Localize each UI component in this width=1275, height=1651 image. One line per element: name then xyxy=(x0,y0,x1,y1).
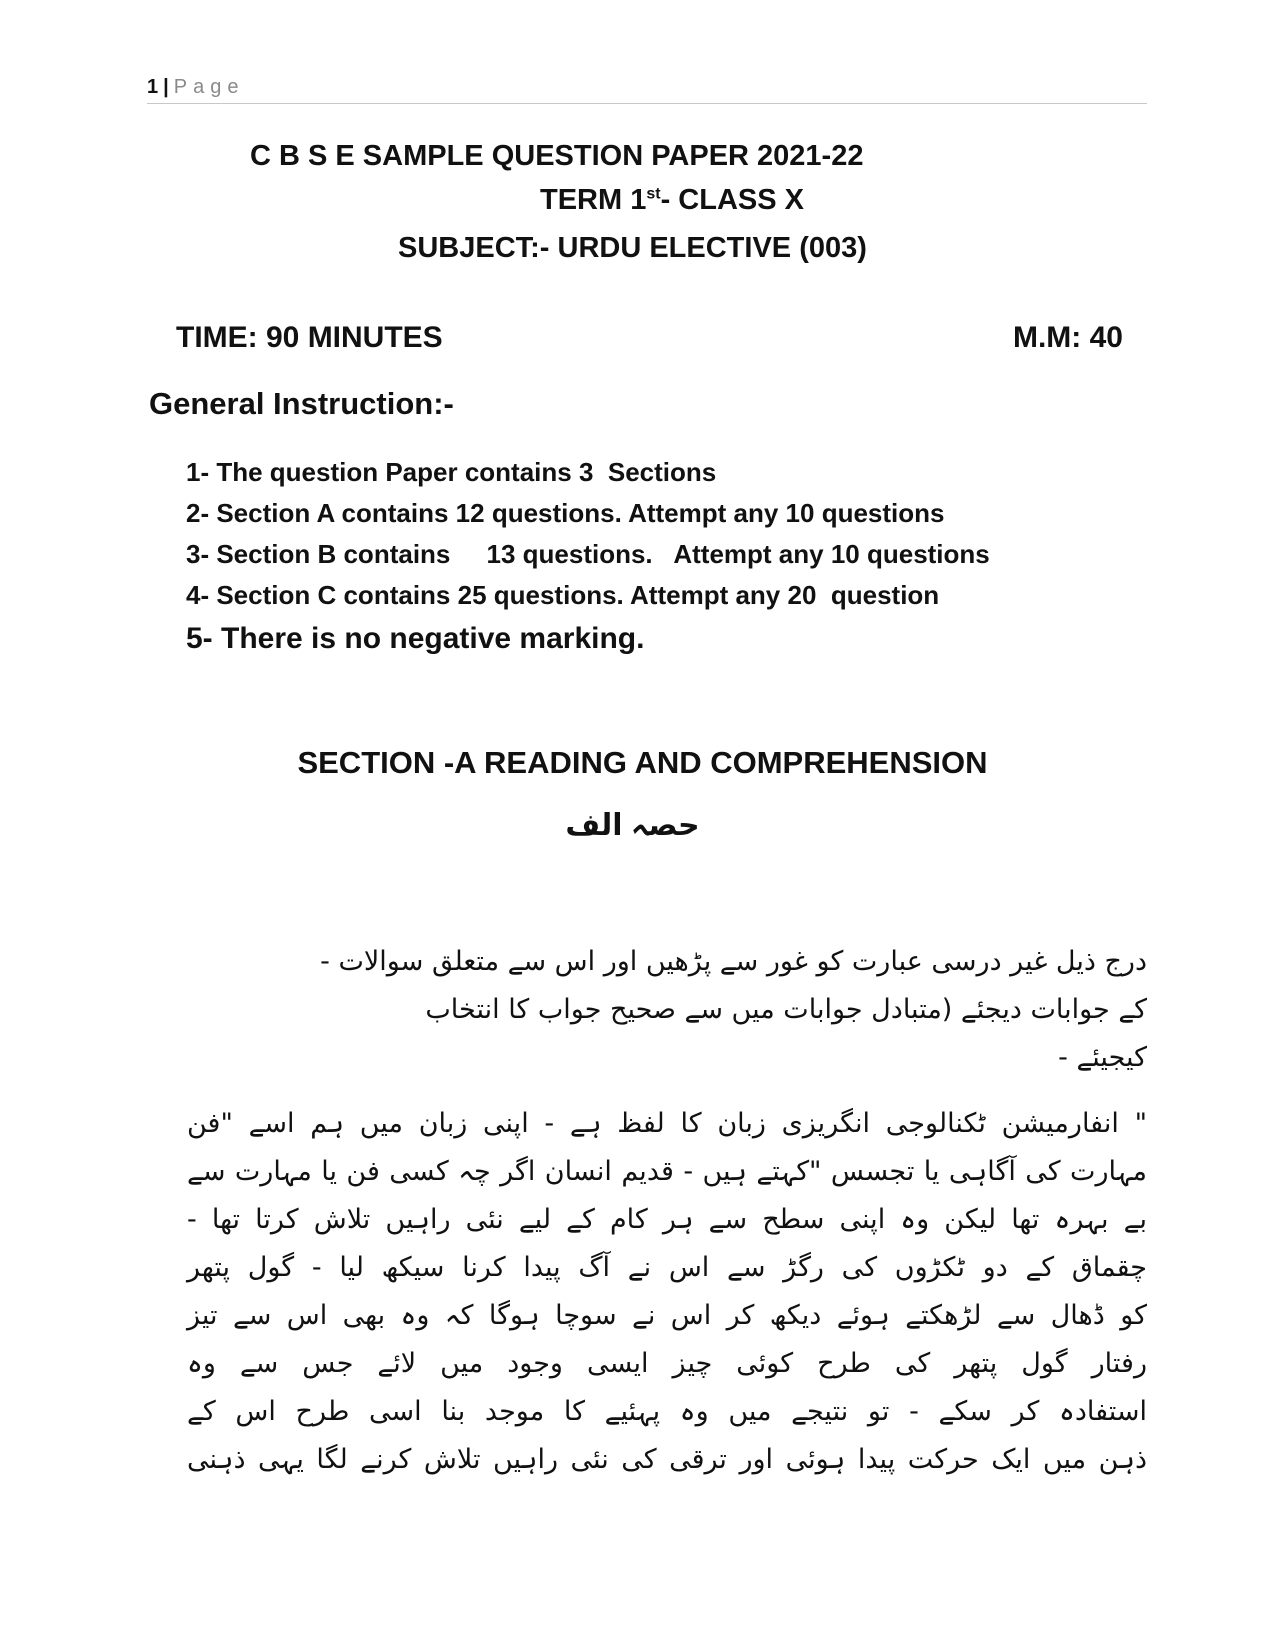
subject-title: SUBJECT:- URDU ELECTIVE (003) xyxy=(398,232,867,264)
passage-line: " انفارمیشن ٹکنالوجی انگریزی زبان کا لفظ ہے - اپنی زبان میں ہم اسے "فن xyxy=(187,1108,1147,1139)
passage-line: کو ڈھال سے لڑھکتے ہوئے دیکھ کر اس نے سوچا ہوگا کہ وہ بھی اس سے تیز xyxy=(187,1300,1147,1331)
page-header xyxy=(147,76,244,99)
term-label: TERM 1 xyxy=(540,184,647,216)
instruction-item: 5- There is no negative marking. xyxy=(186,622,645,655)
term-superscript: st xyxy=(646,185,661,203)
header-divider xyxy=(147,103,1147,104)
instruction-item: 4- Section C contains 25 questions. Attempt any 20 question xyxy=(186,580,940,610)
time-allowed: TIME: 90 MINUTES xyxy=(176,321,443,354)
passage-line: مہارت کی آگاہی یا تجسس "کہتے ہیں - قدیم انسان اگر چہ کسی فن یا مہارت سے xyxy=(187,1156,1147,1187)
passage-line: استفادہ کر سکے - تو نتیجے میں وہ پہئیے کا موجد بنا اسی طرح اس کے xyxy=(187,1396,1147,1427)
urdu-instruction-line: درج ذیل غیر درسی عبارت کو غور سے پڑھیں اور اس سے متعلق سوالات - xyxy=(320,946,1147,977)
instruction-item: 3- Section B contains 13 questions. Attempt any 10 questions xyxy=(186,539,990,569)
section-title: SECTION -A READING AND COMPREHENSION xyxy=(297,745,988,780)
instruction-item: 2- Section A contains 12 questions. Attempt any 10 questions xyxy=(186,498,945,528)
passage-line: ذہن میں ایک حرکت پیدا ہوئی اور ترقی کی نئی راہیں تلاش کرنے لگا یہی ذہنی xyxy=(187,1444,1147,1475)
page-separator: | xyxy=(163,76,170,98)
urdu-instruction-line: کے جوابات دیجئے (متبادل جوابات میں سے صحیح جواب کا انتخاب xyxy=(425,994,1147,1025)
page-label: Page xyxy=(173,76,245,98)
general-instruction-heading: General Instruction:- xyxy=(149,386,454,421)
paper-title: C B S E SAMPLE QUESTION PAPER 2021-22 xyxy=(250,140,864,172)
instruction-item: 1- The question Paper contains 3 Sections xyxy=(186,457,717,487)
term-class-title xyxy=(540,184,804,217)
urdu-instruction-line: کیجیئے - xyxy=(1058,1042,1147,1073)
passage-line: بے بہرہ تھا لیکن وہ اپنی سطح سے ہر کام کے لیے نئی راہیں تلاش کرتا تھا - xyxy=(187,1204,1147,1235)
maximum-marks: M.M: 40 xyxy=(1012,321,1123,354)
page-number: 1 xyxy=(147,76,160,98)
urdu-passage xyxy=(187,1100,1147,1484)
section-urdu-title: حصہ الف xyxy=(565,809,700,842)
urdu-instruction xyxy=(187,938,1147,1082)
passage-line: رفتار گول پتھر کی طرح کوئی چیز ایسی وجود میں لائے جس سے وہ xyxy=(187,1348,1147,1379)
instruction-list xyxy=(186,452,990,659)
class-label: - CLASS X xyxy=(660,184,804,216)
passage-line: چقماق کے دو ٹکڑوں کی رگڑ سے اس نے آگ پیدا کرنا سیکھ لیا - گول پتھر xyxy=(187,1252,1147,1283)
